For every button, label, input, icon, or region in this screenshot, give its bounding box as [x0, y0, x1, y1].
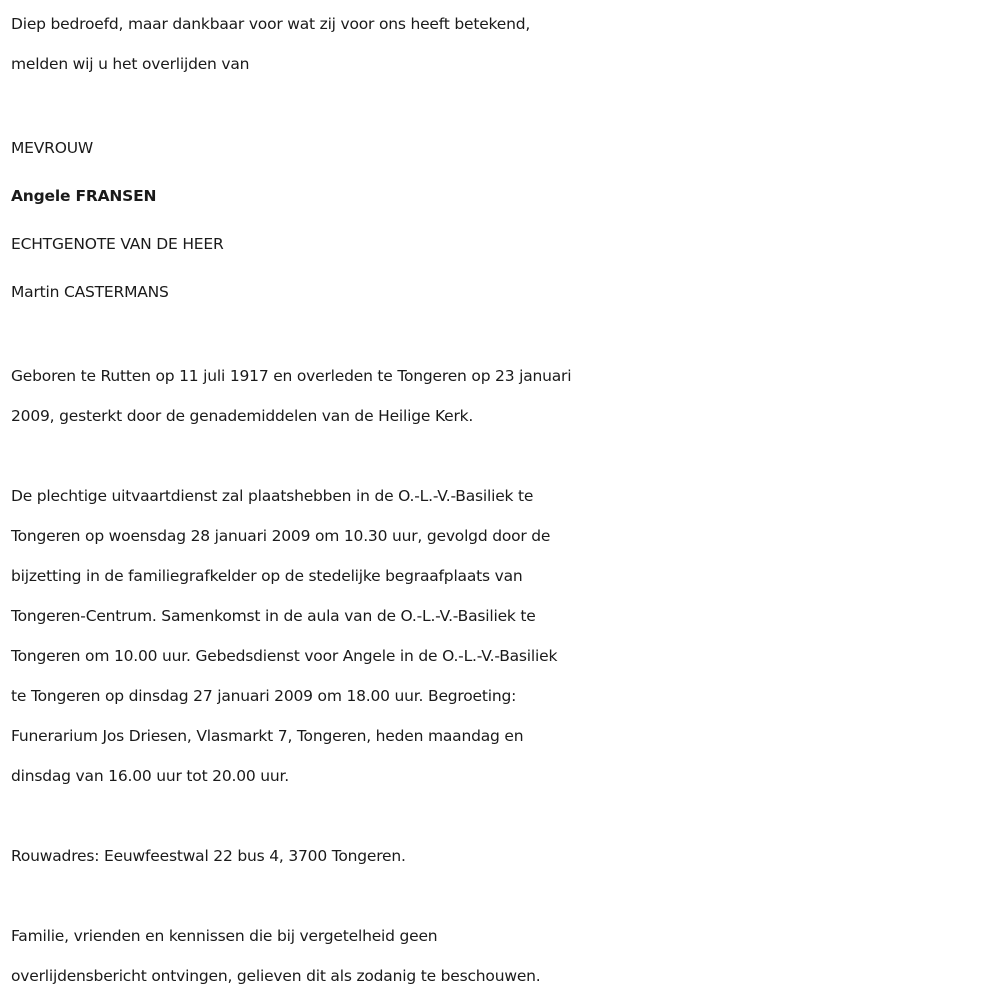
service-line: bijzetting in de familiegrafkelder op de stedelijke begraafplaats van — [11, 567, 523, 585]
deceased-spouse: Martin CASTERMANS — [11, 283, 169, 301]
paragraph-gap — [11, 796, 996, 836]
service-line: dinsdag van 16.00 uur tot 20.00 uur. — [11, 767, 290, 785]
intro-line: melden wij u het overlijden van — [11, 55, 250, 73]
death-notice — [11, 4, 996, 996]
paragraph-gap — [11, 316, 996, 356]
service-line: De plechtige uitvaartdienst zal plaatshebben in de O.-L.-V.-Basiliek te — [11, 487, 534, 505]
service-line: te Tongeren op dinsdag 27 januari 2009 om 18.00 uur. Begroeting: — [11, 687, 517, 705]
closing-line: overlijdensbericht ontvingen, gelieven dit als zodanig te beschouwen. — [11, 967, 541, 985]
paragraph-gap — [11, 436, 996, 476]
service-line: Funerarium Jos Driesen, Vlasmarkt 7, Tongeren, heden maandag en — [11, 727, 524, 745]
mourning-address: Rouwadres: Eeuwfeestwal 22 bus 4, 3700 Tongeren. — [11, 847, 406, 865]
closing-line: Familie, vrienden en kennissen die bij vergetelheid geen — [11, 927, 438, 945]
deceased-name: Angele FRANSEN — [11, 187, 157, 205]
birth-death-line: Geboren te Rutten op 11 juli 1917 en overleden te Tongeren op 23 januari — [11, 367, 572, 385]
paragraph-gap — [11, 84, 996, 124]
birth-death-line: 2009, gesterkt door de genademiddelen van de Heilige Kerk. — [11, 407, 474, 425]
service-line: Tongeren-Centrum. Samenkomst in de aula van de O.-L.-V.-Basiliek te — [11, 607, 536, 625]
service-line: Tongeren om 10.00 uur. Gebedsdienst voor Angele in de O.-L.-V.-Basiliek — [11, 647, 558, 665]
intro-line: Diep bedroefd, maar dankbaar voor wat zij voor ons heeft betekend, — [11, 15, 531, 33]
paragraph-gap — [11, 876, 996, 916]
service-line: Tongeren op woensdag 28 januari 2009 om 10.30 uur, gevolgd door de — [11, 527, 551, 545]
deceased-relation: ECHTGENOTE VAN DE HEER — [11, 235, 224, 253]
deceased-title: MEVROUW — [11, 139, 94, 157]
